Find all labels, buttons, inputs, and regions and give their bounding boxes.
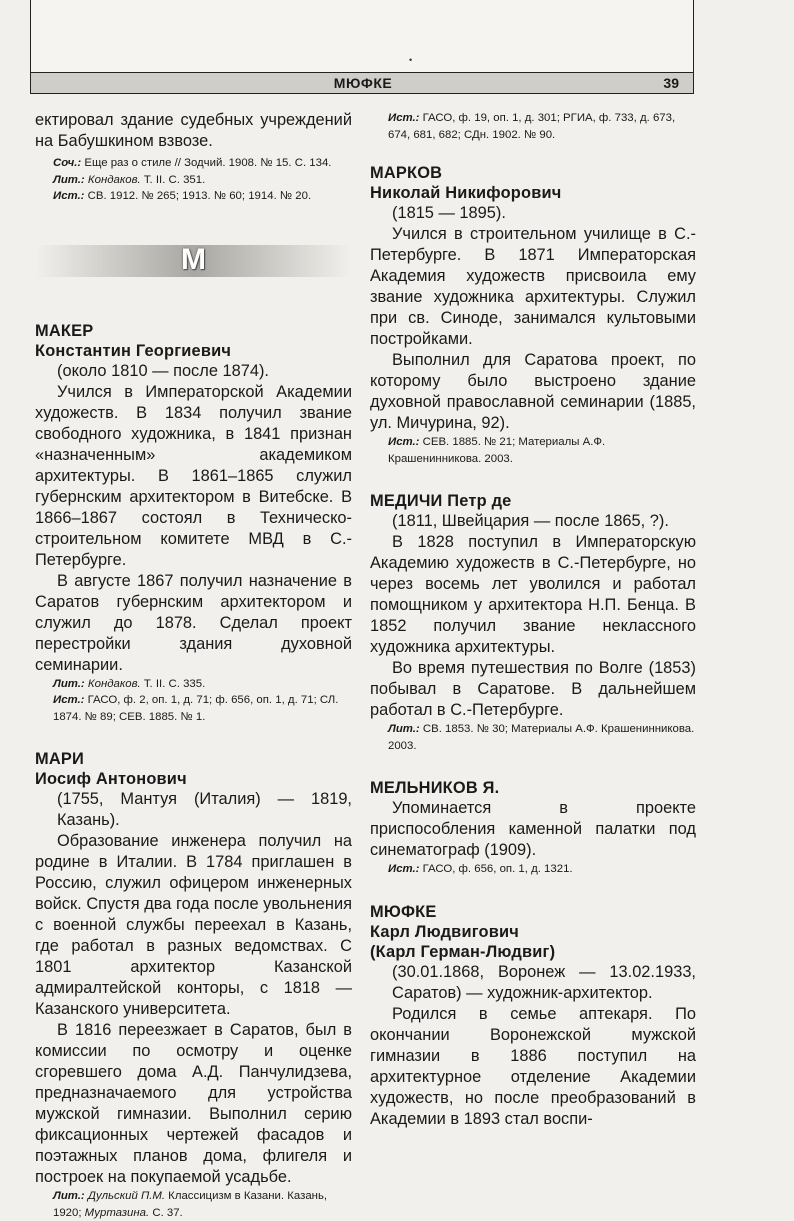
- entry-surname: МАКЕР: [35, 321, 94, 340]
- ref-line: Лит.: Кондаков. Т. II. С. 351.: [53, 173, 206, 186]
- entry-given-name-alt: (Карл Герман-Людвиг): [370, 942, 556, 961]
- header-frame: [30, 0, 694, 73]
- entry-surname: МАРКОВ: [370, 164, 443, 182]
- section-letter-banner: [35, 242, 352, 277]
- entry-given-name: Николай Никифорович: [370, 184, 562, 202]
- ref-line: Ист.: ГАСО, ф. 19, оп. 1, д. 301; РГИА, ф. 733, д. 673, 674, 681, 682; СДн. 1902. № 90.: [388, 112, 676, 141]
- entry-dates: (1755, Мантуя (Италия) — 1819, Казань).: [57, 790, 352, 829]
- left-column: [35, 110, 352, 1221]
- entry-medichi: [370, 491, 696, 754]
- entry-given-name: Карл Людвигович: [370, 922, 520, 941]
- entry-surname: МЕЛЬНИКОВ Я.: [370, 779, 500, 797]
- entry-surname: МАРИ: [35, 750, 85, 768]
- ref-line: Лит.: Дульский П.М. Классицизм в Казани. Казань, 1920; Муртазина. С. 37.: [53, 1190, 328, 1219]
- entry-paragraph: Родился в семье аптекаря. По окончании Воронежской мужской гимназии в 1886 поступил на архитектурное отделение Академии художеств, но после преобразований в Академии в 1893 стал воспи-: [370, 1004, 696, 1128]
- entry-paragraph: Учился в строительном училище в С.-Петербурге. В 1871 Императорская Академия художеств присвоила ему звание художника архитектуры. Служил при св. Синоде, занимался культовыми постройками.: [370, 225, 696, 348]
- entry-paragraph: Образование инженера получил на родине в Италии. В 1784 приглашен в Россию, служил офицером инженерных войск. Спустя два года после увольнения с военной службы переехал в Казань, где работал в разных ведомствах. С 1801 архитектор Казанской адмиралтейской конторы, с 1818 — Казанского университета.: [35, 832, 352, 1018]
- ref-line: Ист.: ГАСО, ф. 2, оп. 1, д. 71; ф. 656, оп. 1, д. 71; СЛ. 1874. № 89; СЕВ. 1885. № 1.: [53, 694, 339, 723]
- entry-markov: [370, 163, 696, 467]
- entry-paragraph: В 1828 поступил в Императорскую Академию художеств в С.-Петербурге, но через восемь лет уволился и работал помощником у архитектора Н.П. Бенца. В 1852 получил звание неклассного художника архитектуры.: [370, 533, 696, 656]
- ref-line: Ист.: ГАСО, ф. 656, оп. 1, д. 1321.: [388, 863, 573, 875]
- entry-dates: (около 1810 — после 1874).: [57, 361, 269, 380]
- ref-line: Соч.: Еще раз о стиле // Зодчий. 1908. № 15. С. 134.: [53, 157, 332, 169]
- entry-paragraph: В августе 1867 получил назначение в Саратов губернским архитектором и служил до 1878. Сделал проект перестройки здания духовной семинарии.: [35, 571, 352, 674]
- entry-paragraph: В 1816 переезжает в Саратов, был в комиссии по осмотру и оценке сгоревшего дома А.Д. Панчулидзева, предназначаемого для устройства мужской гимназии. Выполнил серию фиксационных чертежей фасадов и поэтажных планов дома, флигеля и построек на покупаемой усадьбе.: [35, 1021, 352, 1186]
- running-title: МЮФКЕ: [333, 75, 393, 91]
- ref-line: Ист.: СЕВ. 1885. № 21; Материалы А.Ф. Крашенинникова. 2003.: [388, 436, 606, 465]
- entry-paragraph: Учился в Императорской Академии художеств. В 1834 получил звание свободного художника, в 1841 признан «назначенным» академиком архитектуры. В 1861–1865 служил губернским архитектором в Витебске. В 1866–1867 состоял в Техническо-строительном комитете МВД в С.-Петербурге.: [35, 382, 352, 569]
- page-number: 39: [663, 75, 679, 91]
- entry-mari: [35, 749, 352, 1221]
- entry-melnikov: [370, 778, 696, 878]
- section-letter: М: [181, 242, 206, 276]
- entry-paragraph: Выполнил для Саратова проект, по которому было выстроено здание духовной православной семинарии (1885, ул. Мичурина, 92).: [370, 351, 696, 432]
- ref-line: Ист.: СВ. 1912. № 265; 1913. № 60; 1914. № 20.: [53, 190, 312, 202]
- entry-myufke: [370, 902, 696, 1130]
- ref-line: Лит.: СВ. 1853. № 30; Материалы А.Ф. Крашенинникова. 2003.: [388, 723, 695, 752]
- entry-dates: (1815 — 1895).: [392, 204, 506, 222]
- entry-dates: (1811, Швейцария — после 1865, ?).: [392, 512, 669, 530]
- entry-dates: (30.01.1868, Воронеж — 13.02.1933, Саратов) — художник-архитектор.: [392, 962, 696, 1002]
- entry-given-name: Иосиф Антонович: [35, 770, 187, 788]
- entry-paragraph: Упоминается в проекте приспособления каменной палатки под синематограф (1909).: [370, 799, 696, 859]
- entry-surname: МЕДИЧИ Петр де: [370, 492, 512, 510]
- header-dot: •: [409, 55, 413, 65]
- entry-given-name: Константин Георгиевич: [35, 341, 232, 360]
- entry-maker: [35, 321, 352, 726]
- ref-line: Лит.: Кондаков. Т. II. С. 335.: [53, 677, 206, 690]
- right-column: [370, 110, 696, 1130]
- running-header: [30, 72, 694, 94]
- continued-text: ектировал здание судебных учреждений на Бабушкином взвозе.: [35, 111, 352, 150]
- entry-paragraph: Во время путешествия по Волге (1853) побывал в Саратове. В дальнейшем работал в С.-Петербурге.: [370, 659, 696, 719]
- entry-surname: МЮФКЕ: [370, 902, 437, 921]
